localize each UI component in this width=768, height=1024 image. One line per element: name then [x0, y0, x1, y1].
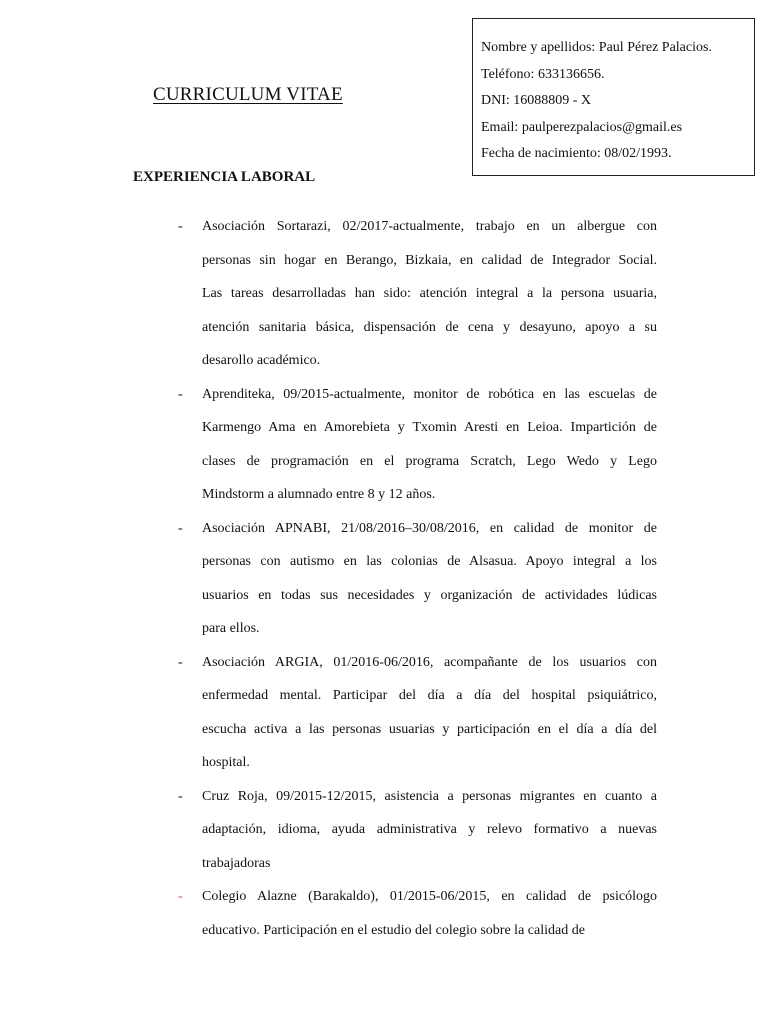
bullet-dash: - — [178, 654, 183, 670]
entry-line: usuarios en todas sus necesidades y organización de actividades lúdicas — [202, 587, 657, 603]
entry-line: Aprenditeka, 09/2015-actualmente, monitor de robótica en las escuelas de — [202, 386, 657, 402]
experience-entry — [0, 880, 768, 947]
section-heading-experience: EXPERIENCIA LABORAL — [133, 169, 316, 185]
entry-line: desarollo académico. — [202, 353, 321, 368]
entry-line: trabajadoras — [202, 855, 271, 871]
experience-entry — [0, 780, 768, 881]
entry-line: Asociación ARGIA, 01/2016-06/2016, acompañante de los usuarios con — [202, 654, 657, 670]
entry-line: clases de programación en el programa Scratch, Lego Wedo y Lego — [202, 453, 657, 469]
entry-line: Karmengo Ama en Amorebieta y Txomin Aresti en Leioa. Impartición de — [202, 420, 657, 435]
experience-entry-text — [202, 512, 657, 646]
bullet-dash: - — [178, 520, 183, 536]
entry-line: Las tareas desarrolladas han sido: atención integral a la persona usuaria, — [202, 286, 657, 301]
entry-line: personas con autismo en las colonias de Alsasua. Apoyo integral a los — [202, 554, 657, 569]
experience-entry-text — [202, 880, 657, 947]
document-title: CURRICULUM VITAE — [153, 84, 343, 105]
entry-line: Colegio Alazne (Barakaldo), 01/2015-06/2015, en calidad de psicólogo — [202, 889, 657, 904]
entry-line: Asociación APNABI, 21/08/2016–30/08/2016, en calidad de monitor de — [202, 520, 657, 536]
experience-entry-text — [202, 646, 657, 780]
bullet-dash: - — [178, 386, 183, 402]
contact-email: Email: paulperezpalacios@gmail.es — [481, 119, 683, 135]
entry-line: para ellos. — [202, 621, 260, 636]
experience-entry — [0, 646, 768, 780]
contact-phone: Teléfono: 633136656. — [481, 66, 605, 82]
entry-line: Cruz Roja, 09/2015-12/2015, asistencia a personas migrantes en cuanto a — [202, 788, 657, 804]
entry-line: adaptación, idioma, ayuda administrativa y relevo formativo a nuevas — [202, 822, 657, 837]
contact-dni: DNI: 16088809 - X — [481, 93, 592, 108]
entry-line: escucha activa a las personas usuarias y participación en el día a día del — [202, 721, 657, 737]
experience-entry-text — [202, 378, 657, 512]
entry-line: personas sin hogar en Berango, Bizkaia, en calidad de Integrador Social. — [202, 252, 657, 268]
contact-birthdate: Fecha de nacimiento: 08/02/1993. — [481, 146, 672, 161]
contact-info-box — [472, 18, 755, 176]
bullet-dash: - — [178, 788, 183, 804]
contact-name: Nombre y apellidos: Paul Pérez Palacios. — [481, 40, 712, 55]
experience-entry-text — [202, 210, 657, 378]
experience-entry — [0, 210, 768, 378]
entry-line: Asociación Sortarazi, 02/2017-actualmente, trabajo en un albergue con — [202, 219, 657, 234]
experience-entry-text — [202, 780, 657, 881]
entry-line: atención sanitaria básica, dispensación de cena y desayuno, apoyo a su — [202, 319, 657, 335]
entry-line: educativo. Participación en el estudio del colegio sobre la calidad de — [202, 922, 585, 938]
entry-line: hospital. — [202, 755, 250, 770]
experience-entry — [0, 512, 768, 646]
experience-list — [0, 210, 768, 947]
entry-line: Mindstorm a alumnado entre 8 y 12 años. — [202, 487, 436, 502]
bullet-dash: - — [178, 219, 183, 234]
entry-line: enfermedad mental. Participar del día a día del hospital psiquiátrico, — [202, 688, 657, 703]
experience-entry — [0, 378, 768, 512]
bullet-dash: - — [178, 889, 183, 904]
